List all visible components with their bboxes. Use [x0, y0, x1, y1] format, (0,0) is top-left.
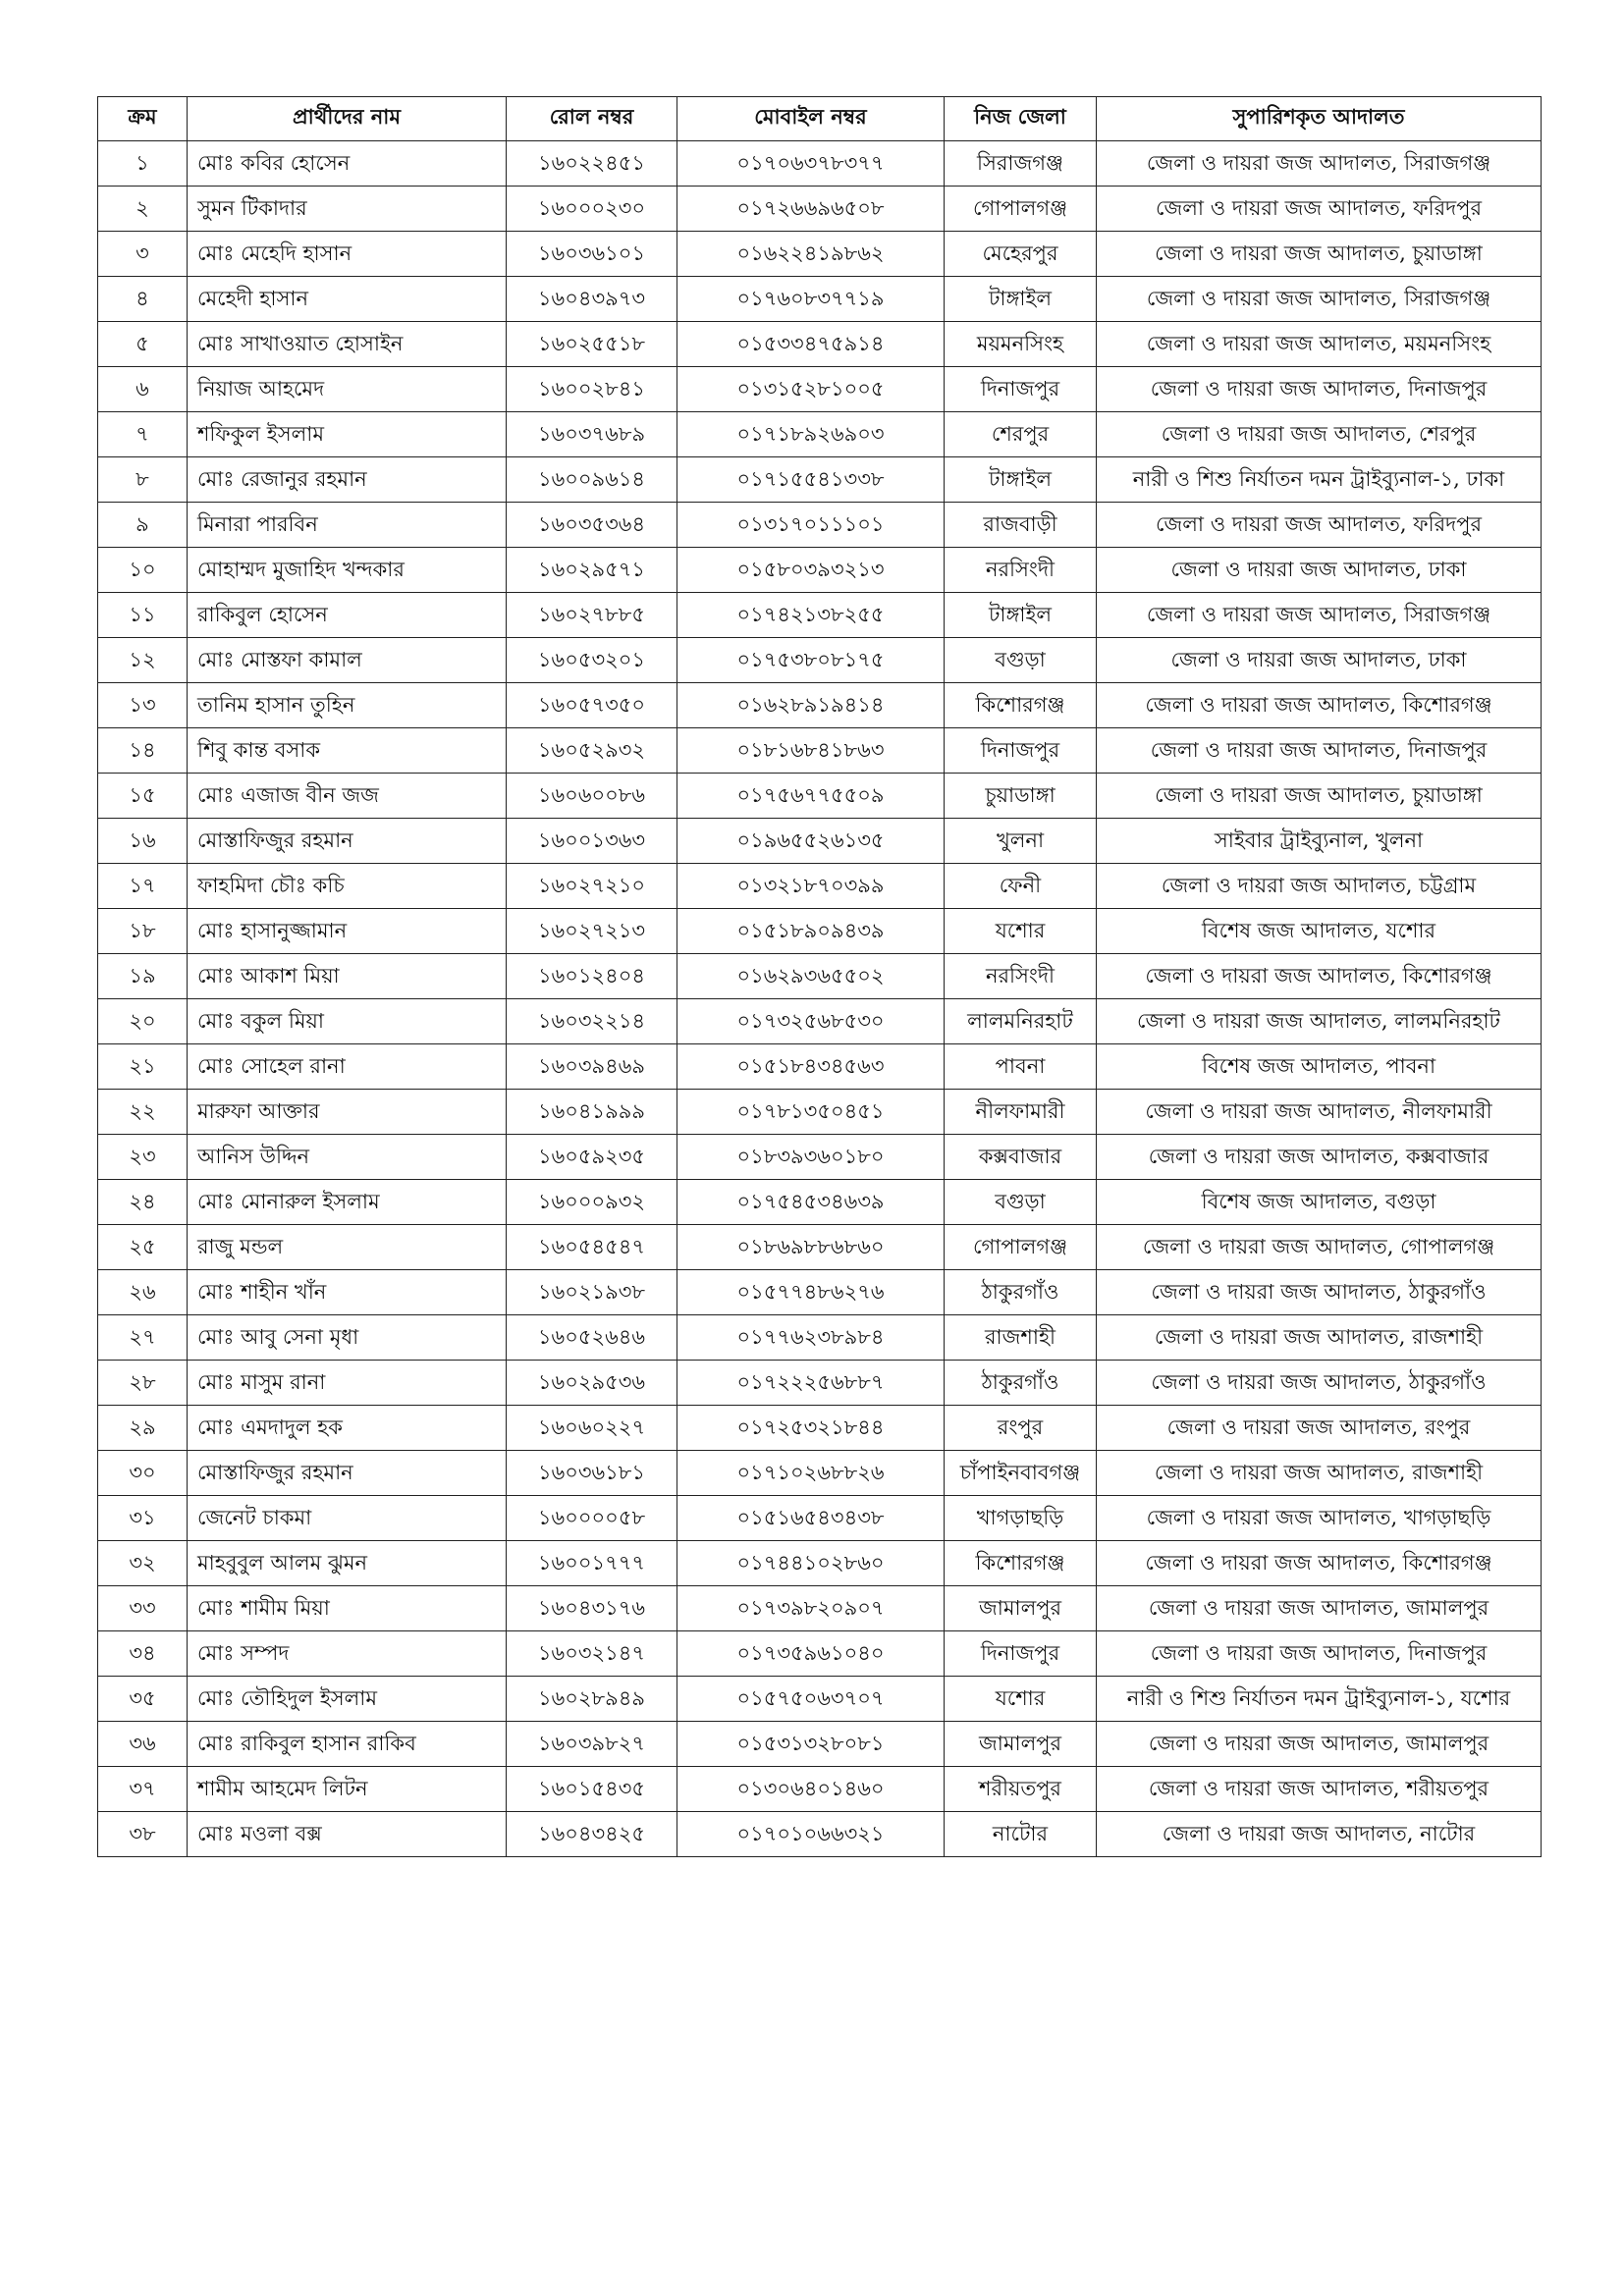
cell-roll: ১৬০৫৭৩৫০	[507, 683, 677, 728]
cell-name: মোঃ এমদাদুল হক	[188, 1406, 507, 1451]
cell-serial: ১	[98, 141, 188, 187]
cell-court: জেলা ও দায়রা জজ আদালত, জামালপুর	[1097, 1722, 1542, 1767]
cell-roll: ১৬০৩২১৪৭	[507, 1631, 677, 1677]
cell-district: রাজশাহী	[945, 1315, 1097, 1361]
cell-mobile: ০১৭১৫৫৪১৩৩৮	[677, 457, 945, 503]
table-row	[98, 412, 1542, 457]
table-row	[98, 638, 1542, 683]
cell-roll: ১৬০১৫৪৩৫	[507, 1767, 677, 1812]
cell-court: জেলা ও দায়রা জজ আদালত, দিনাজপুর	[1097, 367, 1542, 412]
cell-district: দিনাজপুর	[945, 1631, 1097, 1677]
cell-name: মোঃ আকাশ মিয়া	[188, 954, 507, 999]
cell-name: মোঃ শামীম মিয়া	[188, 1586, 507, 1631]
cell-mobile: ০১৯৬৫৫২৬১৩৫	[677, 819, 945, 864]
table-row	[98, 864, 1542, 909]
cell-serial: ১১	[98, 593, 188, 638]
cell-name: মারুফা আক্তার	[188, 1090, 507, 1135]
cell-mobile: ০১৮৩৯৩৬০১৮০	[677, 1135, 945, 1180]
cell-mobile: ০১৭৬০৮৩৭৭১৯	[677, 277, 945, 322]
cell-court: জেলা ও দায়রা জজ আদালত, ফরিদপুর	[1097, 187, 1542, 232]
cell-serial: ২৬	[98, 1270, 188, 1315]
table-row	[98, 1586, 1542, 1631]
cell-name: সুমন টিকাদার	[188, 187, 507, 232]
header-roll: রোল নম্বর	[507, 97, 677, 141]
cell-roll: ১৬০২৯৫৭১	[507, 548, 677, 593]
cell-mobile: ০১৭৩২৫৬৮৫৩০	[677, 999, 945, 1044]
cell-mobile: ০১৭০৬৩৭৮৩৭৭	[677, 141, 945, 187]
cell-serial: ৩৬	[98, 1722, 188, 1767]
cell-district: শেরপুর	[945, 412, 1097, 457]
table-row	[98, 1812, 1542, 1857]
cell-serial: ৬	[98, 367, 188, 412]
cell-court: নারী ও শিশু নির্যাতন দমন ট্রাইব্যুনাল-১, ঢাকা	[1097, 457, 1542, 503]
cell-name: রাজু মন্ডল	[188, 1225, 507, 1270]
cell-mobile: ০১৭২৫৩২১৮৪৪	[677, 1406, 945, 1451]
cell-name: শামীম আহমেদ লিটন	[188, 1767, 507, 1812]
cell-district: ঠাকুরগাঁও	[945, 1361, 1097, 1406]
cell-district: মেহেরপুর	[945, 232, 1097, 277]
cell-roll: ১৬০৪৩৯৭৩	[507, 277, 677, 322]
cell-name: মোঃ মোনারুল ইসলাম	[188, 1180, 507, 1225]
cell-district: রংপুর	[945, 1406, 1097, 1451]
table-row	[98, 232, 1542, 277]
cell-mobile: ০১৭৪২১৩৮২৫৫	[677, 593, 945, 638]
cell-roll: ১৬০৩৬১৮১	[507, 1451, 677, 1496]
table-row	[98, 954, 1542, 999]
cell-name: মোঃ বকুল মিয়া	[188, 999, 507, 1044]
cell-court: জেলা ও দায়রা জজ আদালত, কিশোরগঞ্জ	[1097, 683, 1542, 728]
cell-name: শফিকুল ইসলাম	[188, 412, 507, 457]
cell-name: নিয়াজ আহমেদ	[188, 367, 507, 412]
cell-name: মোঃ এজাজ বীন জজ	[188, 774, 507, 819]
table-row	[98, 1677, 1542, 1722]
cell-mobile: ০১৭৫৩৮০৮১৭৫	[677, 638, 945, 683]
cell-district: নীলফামারী	[945, 1090, 1097, 1135]
cell-court: জেলা ও দায়রা জজ আদালত, ময়মনসিংহ	[1097, 322, 1542, 367]
cell-serial: ২১	[98, 1044, 188, 1090]
cell-court: সাইবার ট্রাইব্যুনাল, খুলনা	[1097, 819, 1542, 864]
table-row	[98, 187, 1542, 232]
cell-roll: ১৬০৬০০৮৬	[507, 774, 677, 819]
cell-serial: ২	[98, 187, 188, 232]
cell-district: ফেনী	[945, 864, 1097, 909]
cell-mobile: ০১৭৮১৩৫০৪৫১	[677, 1090, 945, 1135]
table-body	[98, 141, 1542, 1857]
cell-district: দিনাজপুর	[945, 728, 1097, 774]
table-row	[98, 277, 1542, 322]
cell-name: মেহেদী হাসান	[188, 277, 507, 322]
cell-roll: ১৬০৩৫৩৬৪	[507, 503, 677, 548]
cell-serial: ৪	[98, 277, 188, 322]
cell-roll: ১৬০২২৪৫১	[507, 141, 677, 187]
cell-court: জেলা ও দায়রা জজ আদালত, ঠাকুরগাঁও	[1097, 1361, 1542, 1406]
cell-name: মোঃ আবু সেনা মৃধা	[188, 1315, 507, 1361]
cell-district: কিশোরগঞ্জ	[945, 1541, 1097, 1586]
cell-court: জেলা ও দায়রা জজ আদালত, নাটোর	[1097, 1812, 1542, 1857]
cell-district: শরীয়তপুর	[945, 1767, 1097, 1812]
cell-court: জেলা ও দায়রা জজ আদালত, দিনাজপুর	[1097, 728, 1542, 774]
cell-mobile: ০১৭৫৬৭৭৫৫০৯	[677, 774, 945, 819]
cell-mobile: ০১৭২২২৫৬৮৮৭	[677, 1361, 945, 1406]
cell-district: গোপালগঞ্জ	[945, 187, 1097, 232]
cell-roll: ১৬০৩৬১০১	[507, 232, 677, 277]
cell-district: টাঙ্গাইল	[945, 593, 1097, 638]
header-row	[98, 97, 1542, 141]
cell-roll: ১৬০০২৮৪১	[507, 367, 677, 412]
cell-mobile: ০১৮৬৯৮৮৬৮৬০	[677, 1225, 945, 1270]
cell-name: মোঃ শাহীন খাঁন	[188, 1270, 507, 1315]
cell-name: মোঃ হাসানুজ্জামান	[188, 909, 507, 954]
table-row	[98, 1406, 1542, 1451]
cell-district: খুলনা	[945, 819, 1097, 864]
cell-name: জেনেট চাকমা	[188, 1496, 507, 1541]
cell-mobile: ০১৭৩৯৮২০৯০৭	[677, 1586, 945, 1631]
table-header	[98, 97, 1542, 141]
cell-district: রাজবাড়ী	[945, 503, 1097, 548]
cell-name: মিনারা পারবিন	[188, 503, 507, 548]
cell-name: মোঃ সোহেল রানা	[188, 1044, 507, 1090]
table-row	[98, 819, 1542, 864]
cell-serial: ৩	[98, 232, 188, 277]
cell-district: জামালপুর	[945, 1722, 1097, 1767]
cell-mobile: ০১৭০১০৬৬৩২১	[677, 1812, 945, 1857]
table-row	[98, 1180, 1542, 1225]
cell-court: জেলা ও দায়রা জজ আদালত, কক্সবাজার	[1097, 1135, 1542, 1180]
cell-name: শিবু কান্ত বসাক	[188, 728, 507, 774]
cell-court: বিশেষ জজ আদালত, বগুড়া	[1097, 1180, 1542, 1225]
cell-roll: ১৬০৪৩১৭৬	[507, 1586, 677, 1631]
cell-court: জেলা ও দায়রা জজ আদালত, সিরাজগঞ্জ	[1097, 593, 1542, 638]
cell-district: দিনাজপুর	[945, 367, 1097, 412]
cell-district: নরসিংদী	[945, 954, 1097, 999]
cell-name: মাহবুবুল আলম ঝুমন	[188, 1541, 507, 1586]
table-row	[98, 909, 1542, 954]
cell-name: মোহাম্মদ মুজাহিদ খন্দকার	[188, 548, 507, 593]
cell-roll: ১৬০৪১৯৯৯	[507, 1090, 677, 1135]
cell-serial: ২৭	[98, 1315, 188, 1361]
table-row	[98, 1631, 1542, 1677]
cell-roll: ১৬০০০৯৩২	[507, 1180, 677, 1225]
cell-district: খাগড়াছড়ি	[945, 1496, 1097, 1541]
cell-name: মোঃ মওলা বক্স	[188, 1812, 507, 1857]
header-court: সুপারিশকৃত আদালত	[1097, 97, 1542, 141]
cell-court: জেলা ও দায়রা জজ আদালত, রাজশাহী	[1097, 1315, 1542, 1361]
cell-name: মোঃ মোস্তফা কামাল	[188, 638, 507, 683]
cell-serial: ৩৪	[98, 1631, 188, 1677]
cell-mobile: ০১৫৭৫০৬৩৭০৭	[677, 1677, 945, 1722]
cell-court: বিশেষ জজ আদালত, যশোর	[1097, 909, 1542, 954]
table-row	[98, 1315, 1542, 1361]
cell-district: জামালপুর	[945, 1586, 1097, 1631]
cell-serial: ৩৭	[98, 1767, 188, 1812]
table-row	[98, 1722, 1542, 1767]
cell-district: ঠাকুরগাঁও	[945, 1270, 1097, 1315]
cell-roll: ১৬০২৫৫১৮	[507, 322, 677, 367]
cell-mobile: ০১৩১৫২৮১০০৫	[677, 367, 945, 412]
cell-serial: ৯	[98, 503, 188, 548]
cell-roll: ১৬০২৭২১০	[507, 864, 677, 909]
cell-court: জেলা ও দায়রা জজ আদালত, ঢাকা	[1097, 638, 1542, 683]
cell-serial: ১০	[98, 548, 188, 593]
cell-district: কক্সবাজার	[945, 1135, 1097, 1180]
cell-district: ময়মনসিংহ	[945, 322, 1097, 367]
table-row	[98, 322, 1542, 367]
cell-name: মোঃ সম্পদ	[188, 1631, 507, 1677]
table-row	[98, 1541, 1542, 1586]
cell-district: টাঙ্গাইল	[945, 457, 1097, 503]
cell-mobile: ০১৭৪৪১০২৮৬০	[677, 1541, 945, 1586]
cell-mobile: ০১৬২৮৯১৯৪১৪	[677, 683, 945, 728]
cell-mobile: ০১৫৭৭৪৮৬২৭৬	[677, 1270, 945, 1315]
cell-roll: ১৬০৩৭৬৮৯	[507, 412, 677, 457]
cell-serial: ১৮	[98, 909, 188, 954]
cell-serial: ৭	[98, 412, 188, 457]
cell-name: মোস্তাফিজুর রহমান	[188, 819, 507, 864]
cell-name: মোঃ মেহেদি হাসান	[188, 232, 507, 277]
cell-mobile: ০১৬২২৪১৯৮৬২	[677, 232, 945, 277]
table-row	[98, 1225, 1542, 1270]
cell-roll: ১৬০৫২৬৪৬	[507, 1315, 677, 1361]
cell-court: জেলা ও দায়রা জজ আদালত, খাগড়াছড়ি	[1097, 1496, 1542, 1541]
cell-roll: ১৬০২৯৫৩৬	[507, 1361, 677, 1406]
cell-court: বিশেষ জজ আদালত, পাবনা	[1097, 1044, 1542, 1090]
header-district: নিজ জেলা	[945, 97, 1097, 141]
cell-serial: ২০	[98, 999, 188, 1044]
cell-serial: ২৮	[98, 1361, 188, 1406]
cell-district: বগুড়া	[945, 638, 1097, 683]
cell-serial: ৩৫	[98, 1677, 188, 1722]
cell-serial: ২৩	[98, 1135, 188, 1180]
cell-roll: ১৬০২৭৮৮৫	[507, 593, 677, 638]
cell-roll: ১৬০২৮৯৪৯	[507, 1677, 677, 1722]
cell-roll: ১৬০৫৩২০১	[507, 638, 677, 683]
header-name: প্রার্থীদের নাম	[188, 97, 507, 141]
cell-name: মোঃ কবির হোসেন	[188, 141, 507, 187]
cell-court: জেলা ও দায়রা জজ আদালত, জামালপুর	[1097, 1586, 1542, 1631]
cell-district: গোপালগঞ্জ	[945, 1225, 1097, 1270]
cell-name: মোঃ রেজানুর রহমান	[188, 457, 507, 503]
cell-mobile: ০১৩২১৮৭০৩৯৯	[677, 864, 945, 909]
cell-court: জেলা ও দায়রা জজ আদালত, গোপালগঞ্জ	[1097, 1225, 1542, 1270]
cell-district: চুয়াডাঙ্গা	[945, 774, 1097, 819]
table-row	[98, 503, 1542, 548]
cell-name: ফাহমিদা চৌঃ কচি	[188, 864, 507, 909]
cell-district: কিশোরগঞ্জ	[945, 683, 1097, 728]
cell-mobile: ০১৭১০২৬৮৮২৬	[677, 1451, 945, 1496]
cell-name: মোঃ সাখাওয়াত হোসাইন	[188, 322, 507, 367]
cell-serial: ২৯	[98, 1406, 188, 1451]
candidate-table	[97, 96, 1542, 1857]
cell-serial: ১৩	[98, 683, 188, 728]
cell-name: মোঃ মাসুম রানা	[188, 1361, 507, 1406]
cell-court: জেলা ও দায়রা জজ আদালত, ঠাকুরগাঁও	[1097, 1270, 1542, 1315]
cell-court: জেলা ও দায়রা জজ আদালত, দিনাজপুর	[1097, 1631, 1542, 1677]
table-row	[98, 1135, 1542, 1180]
cell-serial: ৩২	[98, 1541, 188, 1586]
cell-mobile: ০১৭২৬৬৯৬৫০৮	[677, 187, 945, 232]
cell-serial: ১৪	[98, 728, 188, 774]
header-mobile: মোবাইল নম্বর	[677, 97, 945, 141]
cell-serial: ২৫	[98, 1225, 188, 1270]
cell-court: জেলা ও দায়রা জজ আদালত, চট্টগ্রাম	[1097, 864, 1542, 909]
cell-name: রাকিবুল হোসেন	[188, 593, 507, 638]
cell-serial: ১৯	[98, 954, 188, 999]
cell-district: পাবনা	[945, 1044, 1097, 1090]
cell-court: জেলা ও দায়রা জজ আদালত, নীলফামারী	[1097, 1090, 1542, 1135]
table-row	[98, 683, 1542, 728]
table-row	[98, 1451, 1542, 1496]
cell-court: জেলা ও দায়রা জজ আদালত, শরীয়তপুর	[1097, 1767, 1542, 1812]
cell-district: যশোর	[945, 1677, 1097, 1722]
cell-roll: ১৬০০৯৬১৪	[507, 457, 677, 503]
cell-serial: ২৪	[98, 1180, 188, 1225]
table-row	[98, 593, 1542, 638]
cell-district: নরসিংদী	[945, 548, 1097, 593]
cell-court: জেলা ও দায়রা জজ আদালত, চুয়াডাঙ্গা	[1097, 232, 1542, 277]
cell-district: চাঁপাইনবাবগঞ্জ	[945, 1451, 1097, 1496]
cell-district: নাটোর	[945, 1812, 1097, 1857]
cell-serial: ৩০	[98, 1451, 188, 1496]
table-row	[98, 367, 1542, 412]
cell-mobile: ০১৮১৬৮৪১৮৬৩	[677, 728, 945, 774]
cell-name: মোস্তাফিজুর রহমান	[188, 1451, 507, 1496]
table-row	[98, 1090, 1542, 1135]
cell-mobile: ০১৭৩৫৯৬১০৪০	[677, 1631, 945, 1677]
cell-district: লালমনিরহাট	[945, 999, 1097, 1044]
cell-court: জেলা ও দায়রা জজ আদালত, চুয়াডাঙ্গা	[1097, 774, 1542, 819]
cell-mobile: ০১৭৫৪৫৩৪৬৩৯	[677, 1180, 945, 1225]
cell-court: জেলা ও দায়রা জজ আদালত, কিশোরগঞ্জ	[1097, 954, 1542, 999]
cell-court: জেলা ও দায়রা জজ আদালত, সিরাজগঞ্জ	[1097, 141, 1542, 187]
cell-serial: ১২	[98, 638, 188, 683]
cell-serial: ১৭	[98, 864, 188, 909]
cell-name: মোঃ রাকিবুল হাসান রাকিব	[188, 1722, 507, 1767]
table-row	[98, 728, 1542, 774]
cell-roll: ১৬০৫৯২৩৫	[507, 1135, 677, 1180]
table-row	[98, 999, 1542, 1044]
cell-serial: ৫	[98, 322, 188, 367]
cell-roll: ১৬০৬০২২৭	[507, 1406, 677, 1451]
cell-court: জেলা ও দায়রা জজ আদালত, শেরপুর	[1097, 412, 1542, 457]
table-row	[98, 457, 1542, 503]
cell-roll: ১৬০০১৭৭৭	[507, 1541, 677, 1586]
cell-roll: ১৬০৩২২১৪	[507, 999, 677, 1044]
cell-court: জেলা ও দায়রা জজ আদালত, সিরাজগঞ্জ	[1097, 277, 1542, 322]
table-row	[98, 1496, 1542, 1541]
cell-roll: ১৬০২১৯৩৮	[507, 1270, 677, 1315]
table-row	[98, 1767, 1542, 1812]
cell-district: যশোর	[945, 909, 1097, 954]
cell-name: তানিম হাসান তুহিন	[188, 683, 507, 728]
table-row	[98, 141, 1542, 187]
cell-serial: ৩১	[98, 1496, 188, 1541]
cell-mobile: ০১৫১৮৪৩৪৫৬৩	[677, 1044, 945, 1090]
cell-roll: ১৬০৫২৯৩২	[507, 728, 677, 774]
cell-mobile: ০১৫১৮৯০৯৪৩৯	[677, 909, 945, 954]
table-row	[98, 1044, 1542, 1090]
table-row	[98, 1361, 1542, 1406]
cell-court: জেলা ও দায়রা জজ আদালত, রাজশাহী	[1097, 1451, 1542, 1496]
cell-mobile: ০১৩১৭০১১১০১	[677, 503, 945, 548]
cell-roll: ১৬০৪৩৪২৫	[507, 1812, 677, 1857]
cell-roll: ১৬০০০০৫৮	[507, 1496, 677, 1541]
cell-roll: ১৬০০০২৩০	[507, 187, 677, 232]
cell-roll: ১৬০৩৯৪৬৯	[507, 1044, 677, 1090]
cell-serial: ১৫	[98, 774, 188, 819]
cell-mobile: ০১৭১৮৯২৬৯০৩	[677, 412, 945, 457]
cell-court: জেলা ও দায়রা জজ আদালত, ফরিদপুর	[1097, 503, 1542, 548]
cell-district: টাঙ্গাইল	[945, 277, 1097, 322]
cell-court: জেলা ও দায়রা জজ আদালত, রংপুর	[1097, 1406, 1542, 1451]
cell-roll: ১৬০২৭২১৩	[507, 909, 677, 954]
cell-mobile: ০১৬২৯৩৬৫৫০২	[677, 954, 945, 999]
table-row	[98, 1270, 1542, 1315]
cell-court: জেলা ও দায়রা জজ আদালত, ঢাকা	[1097, 548, 1542, 593]
cell-roll: ১৬০১২৪০৪	[507, 954, 677, 999]
table-row	[98, 548, 1542, 593]
cell-mobile: ০১৫৩৩৪৭৫৯১৪	[677, 322, 945, 367]
cell-name: মোঃ তৌহিদুল ইসলাম	[188, 1677, 507, 1722]
cell-court: জেলা ও দায়রা জজ আদালত, লালমনিরহাট	[1097, 999, 1542, 1044]
cell-roll: ১৬০৫৪৫৪৭	[507, 1225, 677, 1270]
cell-court: জেলা ও দায়রা জজ আদালত, কিশোরগঞ্জ	[1097, 1541, 1542, 1586]
table-row	[98, 774, 1542, 819]
cell-mobile: ০১৫১৬৫৪৩৪৩৮	[677, 1496, 945, 1541]
cell-mobile: ০১৫৮০৩৯৩২১৩	[677, 548, 945, 593]
cell-mobile: ০১৭৭৬২৩৮৯৮৪	[677, 1315, 945, 1361]
cell-mobile: ০১৫৩১৩২৮০৮১	[677, 1722, 945, 1767]
cell-name: আনিস উদ্দিন	[188, 1135, 507, 1180]
header-serial: ক্রম	[98, 97, 188, 141]
document-page	[97, 96, 1541, 1857]
cell-serial: ৮	[98, 457, 188, 503]
cell-district: সিরাজগঞ্জ	[945, 141, 1097, 187]
cell-serial: ২২	[98, 1090, 188, 1135]
cell-serial: ১৬	[98, 819, 188, 864]
cell-serial: ৩৩	[98, 1586, 188, 1631]
cell-mobile: ০১৩০৬৪০১৪৬০	[677, 1767, 945, 1812]
cell-district: বগুড়া	[945, 1180, 1097, 1225]
cell-roll: ১৬০০১৩৬৩	[507, 819, 677, 864]
cell-court: নারী ও শিশু নির্যাতন দমন ট্রাইব্যুনাল-১, যশোর	[1097, 1677, 1542, 1722]
cell-roll: ১৬০৩৯৮২৭	[507, 1722, 677, 1767]
cell-serial: ৩৮	[98, 1812, 188, 1857]
